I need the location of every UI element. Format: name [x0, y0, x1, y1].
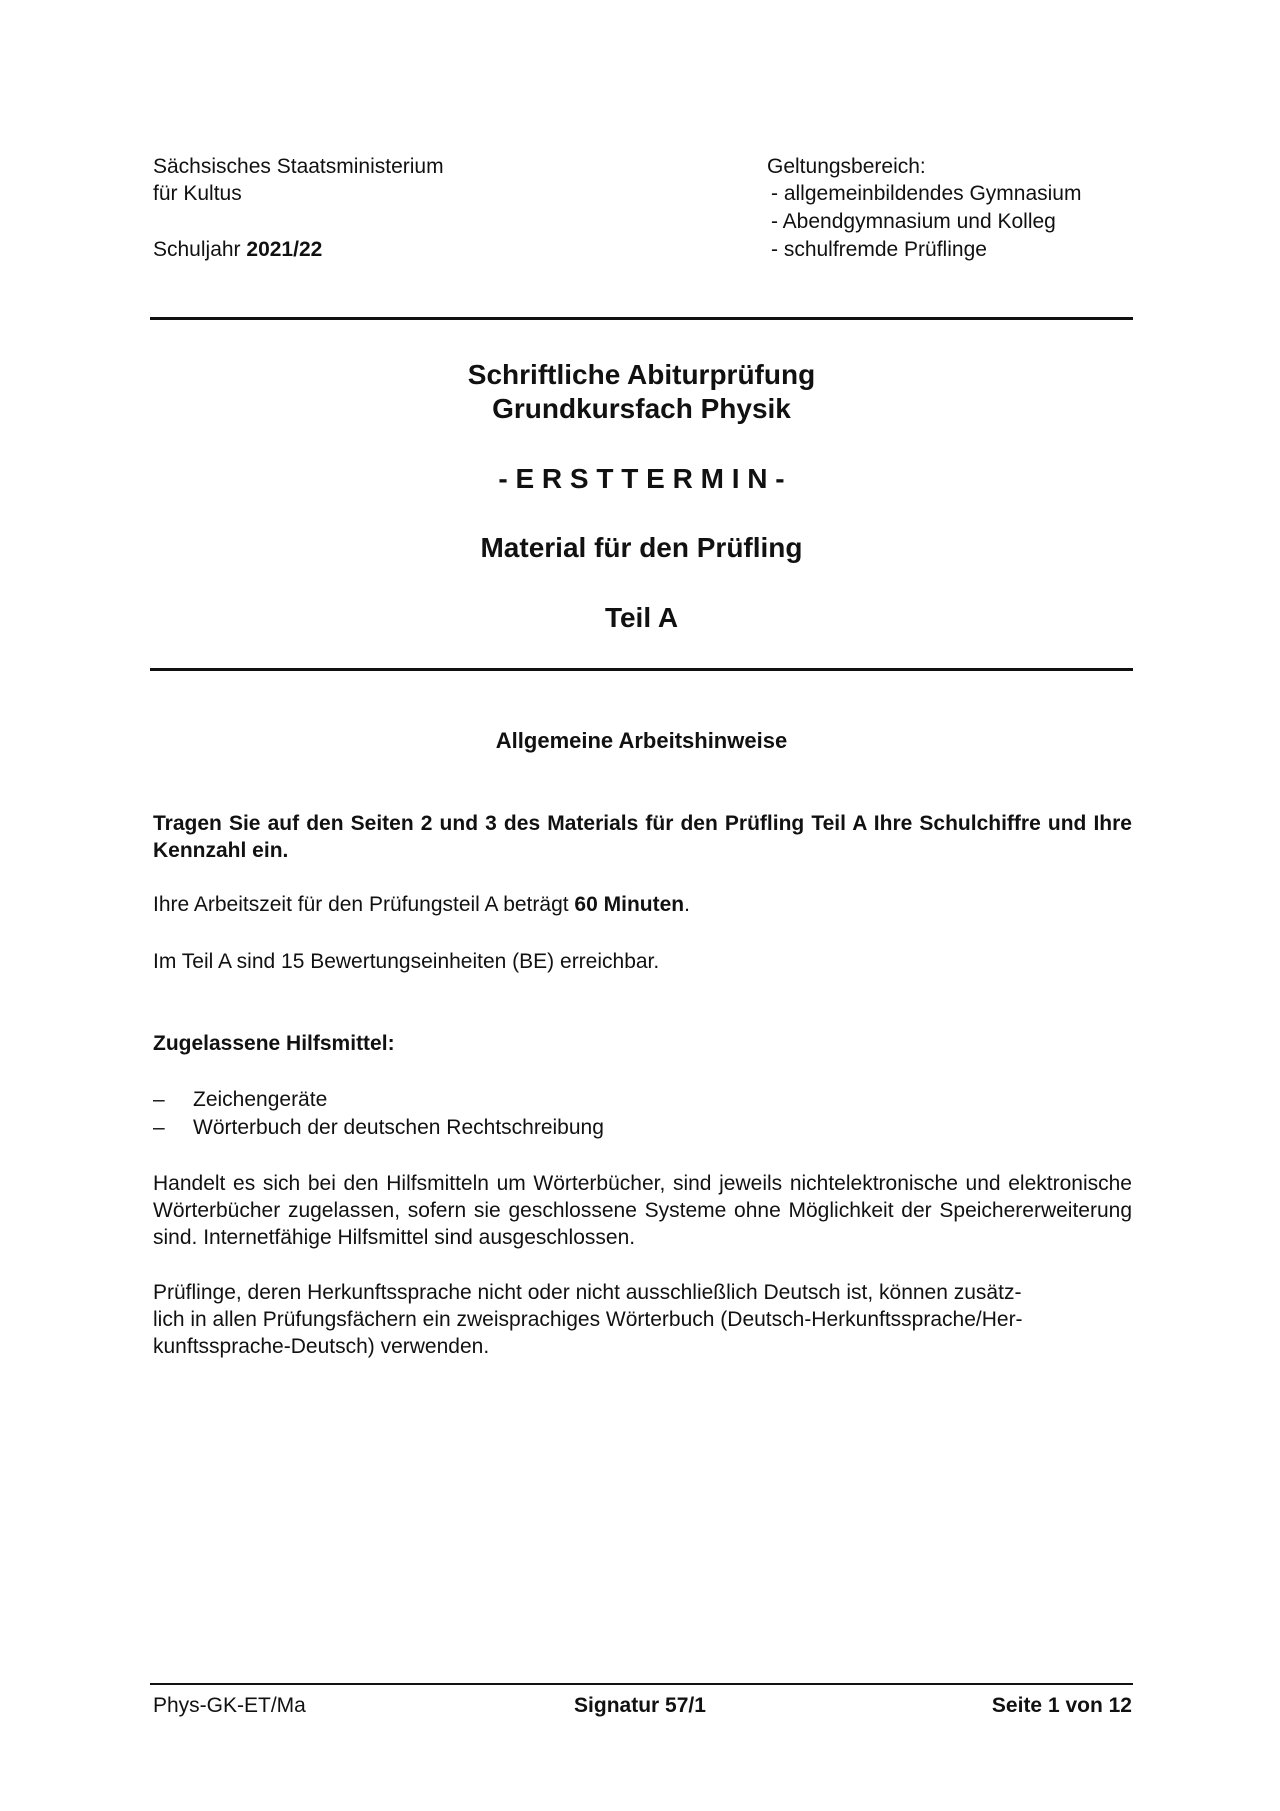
ministry-name: Sächsisches Staatsministerium — [153, 155, 444, 178]
material-title: Material für den Prüfling — [480, 532, 803, 563]
footer-signature: Signatur 57/1 — [574, 1694, 706, 1717]
worktime-text — [153, 891, 690, 918]
school-year-value: 2021/22 — [246, 238, 323, 261]
footer-code: Phys-GK-ET/Ma — [153, 1694, 306, 1717]
scope-title: Geltungsbereich: — [767, 155, 926, 178]
school-year-label: Schuljahr — [153, 238, 247, 261]
worktime-suffix: . — [684, 893, 690, 916]
aid-bullet: – — [153, 1088, 165, 1111]
school-year — [153, 236, 322, 263]
bottom-divider — [150, 668, 1133, 671]
ministry-department: für Kultus — [153, 182, 242, 205]
language-note-line: lich in allen Prüfungsfächern ein zweisprachiges Wörterbuch (Deutsch-Herkunftssprache/Her- — [153, 1308, 1023, 1331]
language-note-line: Prüflinge, deren Herkunftssprache nicht oder nicht ausschließlich Deutsch ist, können zusätz- — [153, 1281, 1022, 1304]
exam-term: - E R S T T E R M I N - — [498, 463, 785, 494]
enter-notice: Tragen Sie auf den Seiten 2 und 3 des Materials für den Prüfling Teil A Ihre Schulchiffre und Ihre Kennzahl ein. — [153, 812, 1132, 862]
scope-item: - Abendgymnasium und Kolleg — [771, 210, 1056, 233]
language-note-line: kunftssprache-Deutsch) verwenden. — [153, 1335, 490, 1358]
scope-item: - allgemeinbildendes Gymnasium — [771, 182, 1082, 205]
aids-heading: Zugelassene Hilfsmittel: — [153, 1032, 395, 1055]
scope-item: - schulfremde Prüflinge — [771, 238, 987, 261]
part-title: Teil A — [604, 602, 679, 633]
top-divider — [150, 317, 1133, 320]
worktime-value: 60 Minuten — [574, 893, 685, 916]
footer-divider — [150, 1683, 1133, 1685]
exam-title: Schriftliche Abiturprüfung — [467, 359, 816, 390]
aid-item: Zeichengeräte — [193, 1088, 328, 1111]
footer-page-number: Seite 1 von 12 — [991, 1694, 1132, 1717]
exam-subject: Grundkursfach Physik — [492, 393, 791, 424]
aid-bullet: – — [153, 1116, 165, 1139]
aid-item: Wörterbuch der deutschen Rechtschreibung — [193, 1116, 604, 1139]
points-text: Im Teil A sind 15 Bewertungseinheiten (BE) erreichbar. — [153, 950, 660, 973]
dictionary-note: Handelt es sich bei den Hilfsmitteln um Wörterbücher, sind jeweils nichtelektronische und elektronische Wörterbücher zugelassen, sofern sie geschlossene Systeme ohne Möglichkeit der Speichererweiterung sind. Internetfähige Hilfsmittel sind ausgeschlossen. — [153, 1172, 1132, 1249]
instructions-heading: Allgemeine Arbeitshinweise — [495, 728, 788, 753]
worktime-label: Ihre Arbeitszeit für den Prüfungsteil A beträgt — [153, 893, 575, 916]
